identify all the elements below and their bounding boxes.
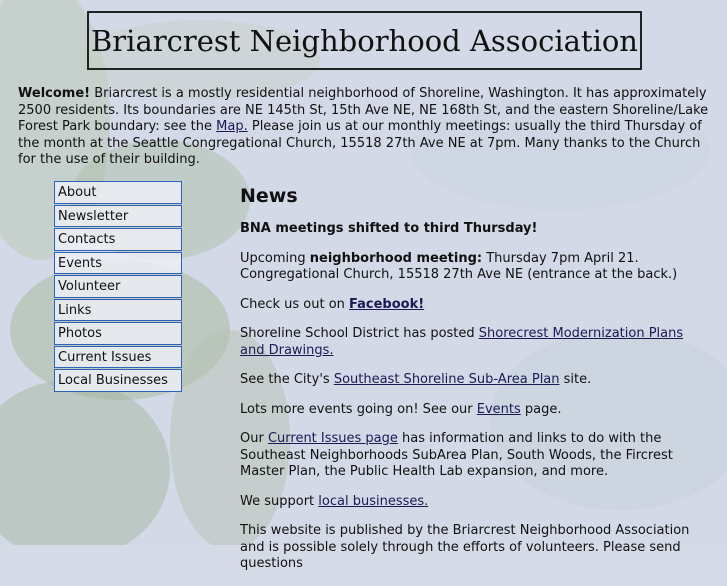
map-link[interactable]: Map.	[216, 119, 248, 134]
news-text: Lots more events going on! See our	[240, 401, 477, 417]
news-item	[240, 402, 710, 419]
nav-item-links[interactable]: Links	[54, 299, 182, 322]
news-item	[240, 431, 710, 481]
events-link[interactable]: Events	[476, 401, 521, 417]
news-text: Check us out on	[240, 296, 350, 312]
news-text: Thursday 7pm April 21. Congregational Church, 15518 27th Ave NE (entrance at the back.)	[240, 250, 678, 282]
nav-item-contacts[interactable]: Contacts	[54, 228, 182, 251]
news-heading: News	[240, 185, 298, 207]
nav-item-current-issues[interactable]: Current Issues	[54, 346, 182, 369]
nav-item-events[interactable]: Events	[54, 252, 182, 275]
sidebar-nav	[54, 181, 182, 393]
nav-item-local-businesses[interactable]: Local Businesses	[54, 369, 182, 392]
facebook-link[interactable]: Facebook!	[349, 296, 425, 312]
nav-item-photos[interactable]: Photos	[54, 322, 182, 345]
news-text: See the City's	[240, 372, 334, 387]
nav-item-about[interactable]: About	[54, 181, 182, 204]
intro-text-1: Briarcrest is a mostly residential neighborhood of Shoreline, Washington. It has approximately 2500 residents. Its boundaries are NE 145th St, 15th Ave NE, NE 168th St, and the eastern Shoreline/Lake Forest Park boundary: see the	[18, 86, 709, 134]
news-item	[240, 251, 710, 284]
nav-item-volunteer[interactable]: Volunteer	[54, 275, 182, 298]
shorecrest-plans-link[interactable]: Shorecrest Modernization Plans and Drawings.	[240, 326, 684, 358]
site-title: Briarcrest Neighborhood Association	[91, 23, 638, 58]
news-text: This website is published by the Briarcrest Neighborhood Association and is possible solely through the efforts of volunteers. Please send questions	[240, 523, 690, 571]
subarea-plan-link[interactable]: Southeast Shoreline Sub-Area Plan	[333, 372, 560, 387]
news-text: site.	[559, 372, 592, 387]
news-item	[240, 372, 710, 389]
news-item	[240, 523, 710, 573]
news-item	[240, 297, 710, 314]
news-item	[240, 326, 710, 359]
news-text: has information and links to do with the Southeast Neighborhoods SubArea Plan, South Woods, the Fircrest Master Plan, the Public Health Lab expansion, and more.	[240, 431, 673, 479]
news-text: Shoreline School District has posted	[240, 326, 479, 341]
news-item	[240, 221, 710, 238]
welcome-label: Welcome!	[18, 86, 91, 101]
intro-text-2: Please join us at our monthly meetings: usually the third Thursday of the month at the Seattle Congregational Church, 15518 27th Ave NE at 7pm. Many thanks to the Church for the use of their building.	[18, 119, 702, 167]
nav-item-newsletter[interactable]: Newsletter	[54, 205, 182, 228]
site-banner	[87, 11, 642, 70]
news-text: Upcoming	[240, 250, 310, 266]
news-item-meetings-shifted: BNA meetings shifted to third Thursday!	[240, 221, 538, 236]
news-section	[240, 185, 710, 586]
news-item	[240, 494, 710, 511]
news-text: Our	[240, 431, 268, 446]
news-text: We support	[240, 493, 319, 509]
current-issues-link[interactable]: Current Issues page	[267, 431, 398, 446]
intro-paragraph	[18, 86, 713, 169]
news-text: page.	[520, 401, 562, 417]
local-businesses-link[interactable]: local businesses.	[318, 493, 429, 509]
meeting-label: neighborhood meeting:	[309, 250, 483, 266]
